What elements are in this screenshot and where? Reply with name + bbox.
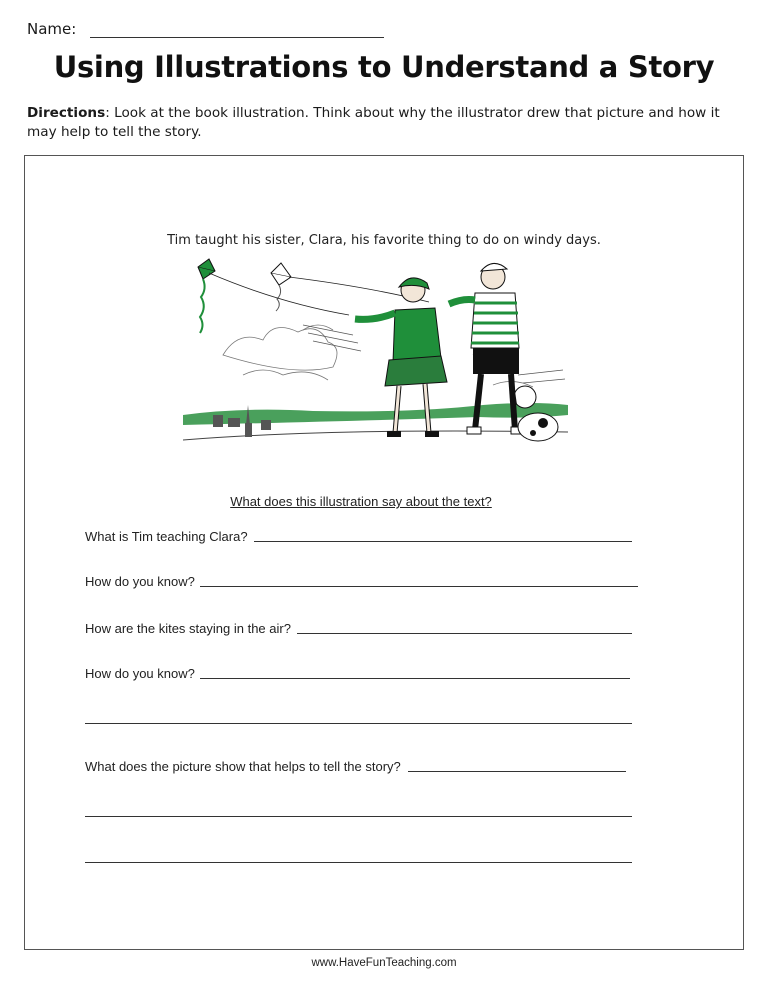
- answer-line-2[interactable]: [200, 586, 638, 587]
- question-3: How are the kites staying in the air?: [85, 621, 291, 636]
- question-4: How do you know?: [85, 666, 195, 681]
- illustration-caption: Tim taught his sister, Clara, his favorite thing to do on windy days.: [167, 233, 601, 248]
- question-2: How do you know?: [85, 574, 195, 589]
- answer-line-4[interactable]: [200, 678, 630, 679]
- directions-text: : Look at the book illustration. Think about why the illustrator drew that picture and how it may help to tell the story.: [27, 105, 720, 140]
- answer-line-1[interactable]: [254, 541, 632, 542]
- question-5: What does the picture show that helps to tell the story?: [85, 759, 401, 774]
- name-field[interactable]: [90, 37, 384, 38]
- directions: [27, 104, 737, 142]
- answer-line-5[interactable]: [408, 771, 626, 772]
- children-flying-kites-illustration: [183, 255, 568, 460]
- answer-line-3[interactable]: [297, 633, 632, 634]
- name-label: Name:: [27, 20, 77, 38]
- directions-label: Directions: [27, 105, 106, 121]
- green-kite: [198, 259, 215, 333]
- white-kite: [271, 263, 291, 311]
- question-1: What is Tim teaching Clara?: [85, 529, 248, 544]
- page-title: Using Illustrations to Understand a Story: [53, 50, 715, 84]
- grass-ground: [183, 403, 568, 425]
- answer-line-4-extra[interactable]: [85, 723, 632, 724]
- illustration-question-heading: What does this illustration say about the text?: [230, 494, 492, 509]
- answer-line-5-extra-2[interactable]: [85, 862, 632, 863]
- footer-website: www.HaveFunTeaching.com: [311, 957, 457, 969]
- answer-line-5-extra-1[interactable]: [85, 816, 632, 817]
